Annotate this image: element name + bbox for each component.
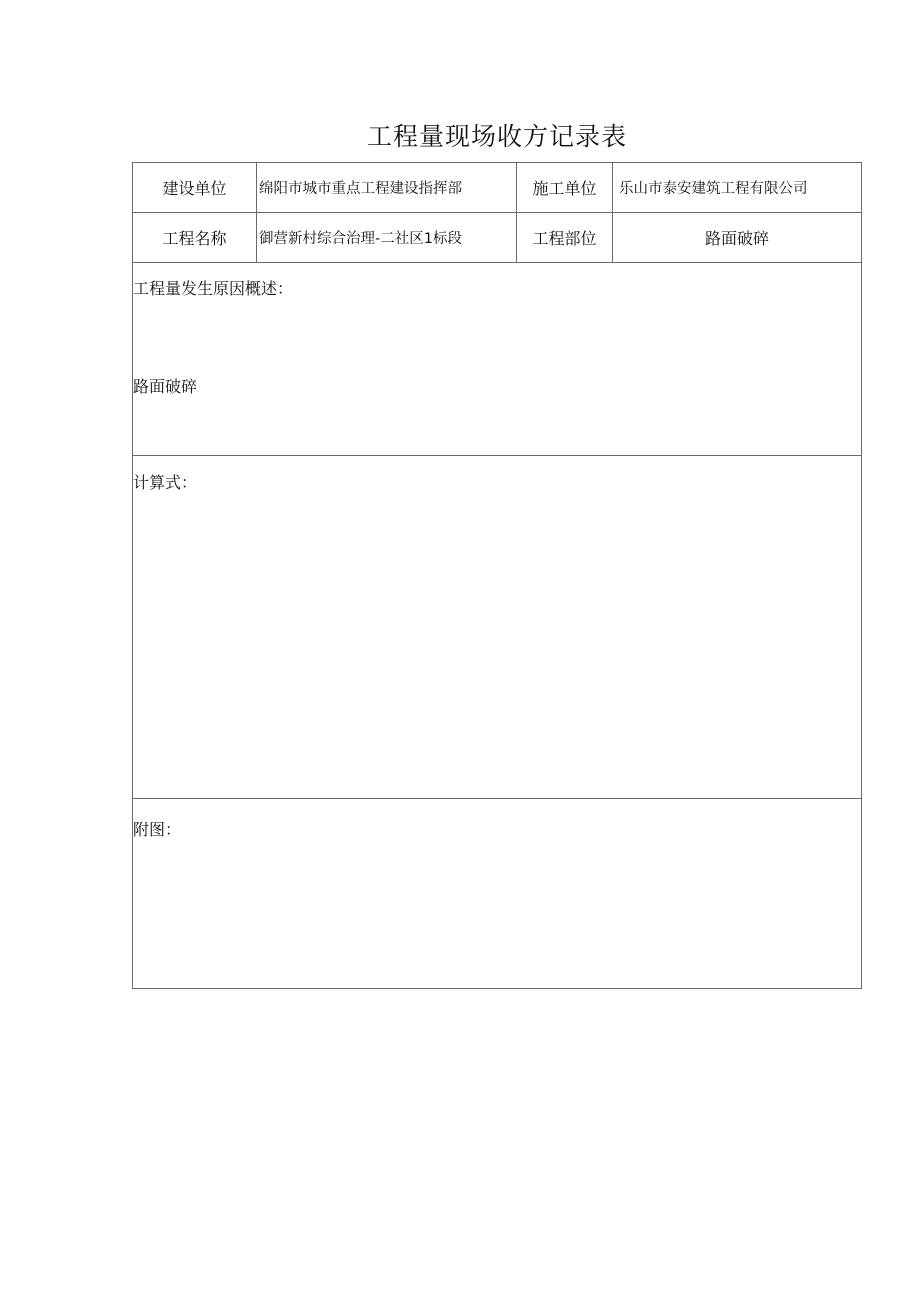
- section-divider: [133, 798, 861, 799]
- formula-label: 计算式：: [133, 473, 198, 492]
- section-divider: [133, 455, 861, 456]
- row-divider: [133, 262, 861, 263]
- record-table: [132, 162, 862, 989]
- construction-unit-value: 绵阳市城市重点工程建设指挥部: [259, 181, 462, 197]
- attachment-label: 附图：: [133, 820, 182, 839]
- document-title: 工程量现场收方记录表: [366, 122, 627, 151]
- reason-content: 路面破碎: [133, 377, 198, 396]
- contractor-label: 施工单位: [532, 179, 597, 198]
- reason-label: 工程量发生原因概述：: [133, 279, 294, 298]
- project-name-label: 工程名称: [162, 229, 227, 248]
- project-part-label: 工程部位: [532, 229, 597, 248]
- project-part-value: 路面破碎: [704, 229, 769, 248]
- construction-unit-label: 建设单位: [162, 179, 227, 198]
- project-name-value: 御营新村综合治理-二社区1标段: [259, 231, 462, 247]
- contractor-value: 乐山市泰安建筑工程有限公司: [619, 181, 808, 197]
